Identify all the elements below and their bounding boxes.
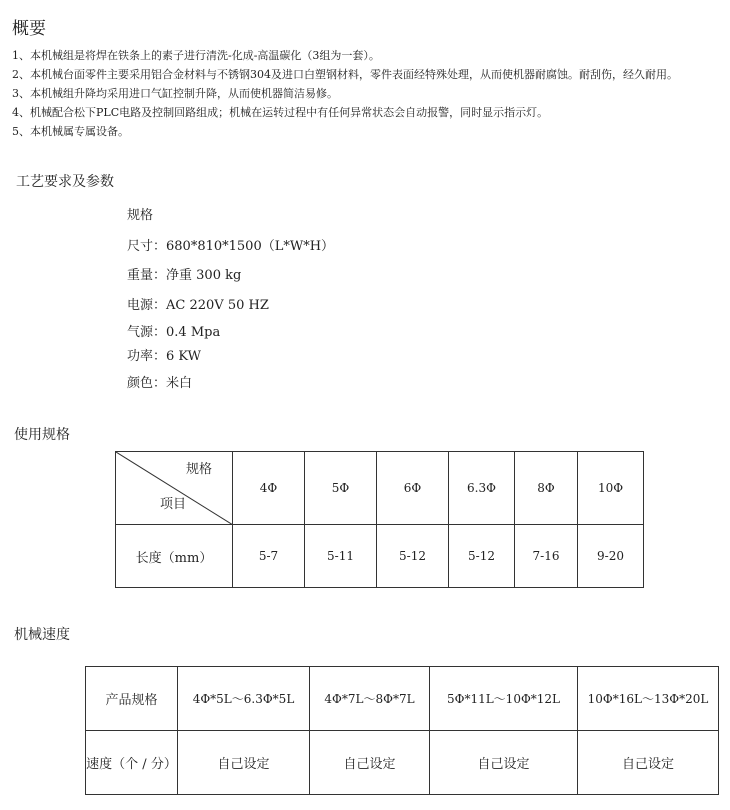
usage-col-header: 8Φ bbox=[515, 452, 578, 525]
process-section-title: 工艺要求及参数 bbox=[16, 174, 114, 190]
spec-label: 重量： bbox=[127, 268, 167, 283]
usage-col-header: 6Φ bbox=[377, 452, 449, 525]
spec-row-power bbox=[127, 345, 201, 364]
spec-heading: 规格 bbox=[127, 208, 154, 223]
usage-cell: 5-12 bbox=[377, 525, 449, 588]
overview-item: 3、本机械组升降均采用进口气缸控制升降，从而使机器简洁易修。 bbox=[12, 87, 338, 100]
usage-row-label: 长度（mm） bbox=[116, 525, 233, 588]
usage-cell: 5-11 bbox=[305, 525, 377, 588]
usage-cell: 7-16 bbox=[515, 525, 578, 588]
speed-row-label: 速度（个 / 分） bbox=[86, 731, 178, 795]
overview-title: 概要 bbox=[12, 19, 46, 39]
spec-label: 尺寸： bbox=[127, 239, 167, 254]
usage-col-header: 6.3Φ bbox=[449, 452, 515, 525]
spec-value: 0.4 Mpa bbox=[166, 325, 221, 340]
spec-row-power-supply bbox=[127, 294, 269, 313]
usage-cell: 5-12 bbox=[449, 525, 515, 588]
spec-label: 颜色： bbox=[127, 376, 167, 391]
usage-cell: 9-20 bbox=[578, 525, 644, 588]
overview-item: 5、本机械属专属设备。 bbox=[12, 125, 129, 138]
overview-list bbox=[12, 46, 727, 141]
usage-col-header: 5Φ bbox=[305, 452, 377, 525]
spec-value: 净重 300 kg bbox=[166, 268, 242, 283]
spec-value: 6 KW bbox=[166, 349, 202, 364]
spec-row-weight bbox=[127, 264, 241, 283]
spec-row-size bbox=[127, 235, 334, 254]
speed-header-label: 产品规格 bbox=[86, 667, 178, 731]
corner-label-item: 项目 bbox=[160, 497, 187, 512]
overview-item: 2、本机械台面零件主要采用铝合金材料与不锈钢304及进口白塑钢材料，零件表面经特殊处理，从而使机器耐腐蚀。耐刮伤，经久耐用。 bbox=[12, 68, 678, 81]
speed-cell: 自己设定 bbox=[310, 731, 430, 795]
speed-cell: 自己设定 bbox=[578, 731, 719, 795]
spec-label: 气源： bbox=[127, 325, 167, 340]
corner-label-spec: 规格 bbox=[185, 462, 212, 477]
usage-corner-cell bbox=[116, 452, 233, 525]
spec-row-color bbox=[127, 372, 192, 391]
speed-cell: 自己设定 bbox=[178, 731, 310, 795]
speed-col-header: 4Φ*7L～8Φ*7L bbox=[310, 667, 430, 731]
usage-table bbox=[115, 451, 644, 588]
overview-item: 4、机械配合松下PLC电路及控制回路组成；机械在运转过程中有任何异常状态会自动报警，同时显示指示灯。 bbox=[12, 106, 549, 119]
spec-value: 米白 bbox=[166, 376, 193, 391]
speed-col-header: 10Φ*16L～13Φ*20L bbox=[578, 667, 719, 731]
speed-col-header: 4Φ*5L～6.3Φ*5L bbox=[178, 667, 310, 731]
speed-cell: 自己设定 bbox=[430, 731, 578, 795]
usage-col-header: 4Φ bbox=[233, 452, 305, 525]
spec-value: 680*810*1500（L*W*H） bbox=[166, 239, 335, 254]
overview-item: 1、本机械组是将焊在铁条上的素子进行清洗-化成-高温碳化（3组为一套）。 bbox=[12, 49, 380, 62]
diagonal-line bbox=[116, 452, 233, 525]
speed-table bbox=[85, 666, 719, 795]
usage-col-header: 10Φ bbox=[578, 452, 644, 525]
spec-value: AC 220V 50 HZ bbox=[166, 298, 269, 313]
speed-col-header: 5Φ*11L～10Φ*12L bbox=[430, 667, 578, 731]
spec-label: 电源： bbox=[127, 298, 167, 313]
speed-section-title: 机械速度 bbox=[14, 627, 70, 643]
spec-label: 功率： bbox=[127, 349, 167, 364]
usage-cell: 5-7 bbox=[233, 525, 305, 588]
usage-section-title: 使用规格 bbox=[14, 427, 70, 443]
spec-row-air-source bbox=[127, 321, 220, 340]
